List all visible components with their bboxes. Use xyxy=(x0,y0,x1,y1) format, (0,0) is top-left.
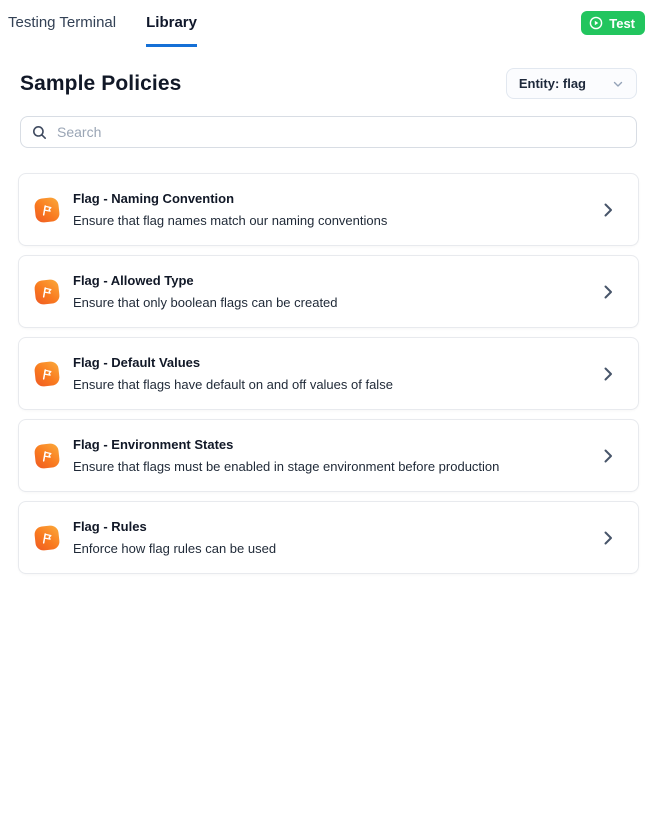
test-button[interactable] xyxy=(581,11,645,35)
policy-text xyxy=(73,437,600,474)
policy-title: Flag - Naming Convention xyxy=(73,191,235,206)
entity-dropdown[interactable] xyxy=(506,68,637,99)
flag-icon xyxy=(34,524,60,550)
test-button-label: Test xyxy=(609,15,635,31)
search-box[interactable] xyxy=(20,116,637,148)
policy-list-item[interactable] xyxy=(18,419,639,492)
tab-library[interactable]: Library xyxy=(146,14,197,47)
chevron-right-icon[interactable] xyxy=(600,530,616,546)
policy-list xyxy=(0,148,657,574)
chevron-right-icon[interactable] xyxy=(600,366,616,382)
policy-description: Ensure that flags have default on and off values of false xyxy=(73,377,393,392)
search-input[interactable] xyxy=(57,124,625,140)
policy-title: Flag - Rules xyxy=(73,519,147,534)
entity-dropdown-value: Entity: flag xyxy=(518,76,586,91)
chevron-down-icon xyxy=(612,78,624,90)
top-tab-bar xyxy=(0,0,657,46)
page-header xyxy=(0,46,657,99)
policy-list-item[interactable] xyxy=(18,337,639,410)
chevron-right-icon[interactable] xyxy=(600,284,616,300)
policy-list-item[interactable] xyxy=(18,501,639,574)
chevron-right-icon[interactable] xyxy=(600,202,616,218)
policy-description: Enforce how flag rules can be used xyxy=(73,541,277,556)
flag-icon xyxy=(34,360,60,386)
policy-description: Ensure that only boolean flags can be created xyxy=(73,295,338,310)
policy-text xyxy=(73,355,600,392)
policy-list-item[interactable] xyxy=(18,255,639,328)
search-icon xyxy=(32,125,47,140)
policy-text xyxy=(73,191,600,228)
policy-text xyxy=(73,273,600,310)
search-section xyxy=(0,99,657,148)
policy-title: Flag - Environment States xyxy=(73,437,234,452)
policy-list-item[interactable] xyxy=(18,173,639,246)
tab-testing-terminal[interactable]: Testing Terminal xyxy=(8,14,117,31)
policy-title: Flag - Allowed Type xyxy=(73,273,194,288)
flag-icon xyxy=(34,196,60,222)
chevron-right-icon[interactable] xyxy=(600,448,616,464)
policy-description: Ensure that flags must be enabled in stage environment before production xyxy=(73,459,500,474)
policy-title: Flag - Default Values xyxy=(73,355,201,370)
policy-text xyxy=(73,519,600,556)
policy-description: Ensure that flag names match our naming conventions xyxy=(73,213,388,228)
page-title: Sample Policies xyxy=(20,71,182,95)
play-circle-icon xyxy=(589,16,603,30)
flag-icon xyxy=(34,442,60,468)
flag-icon xyxy=(34,278,60,304)
